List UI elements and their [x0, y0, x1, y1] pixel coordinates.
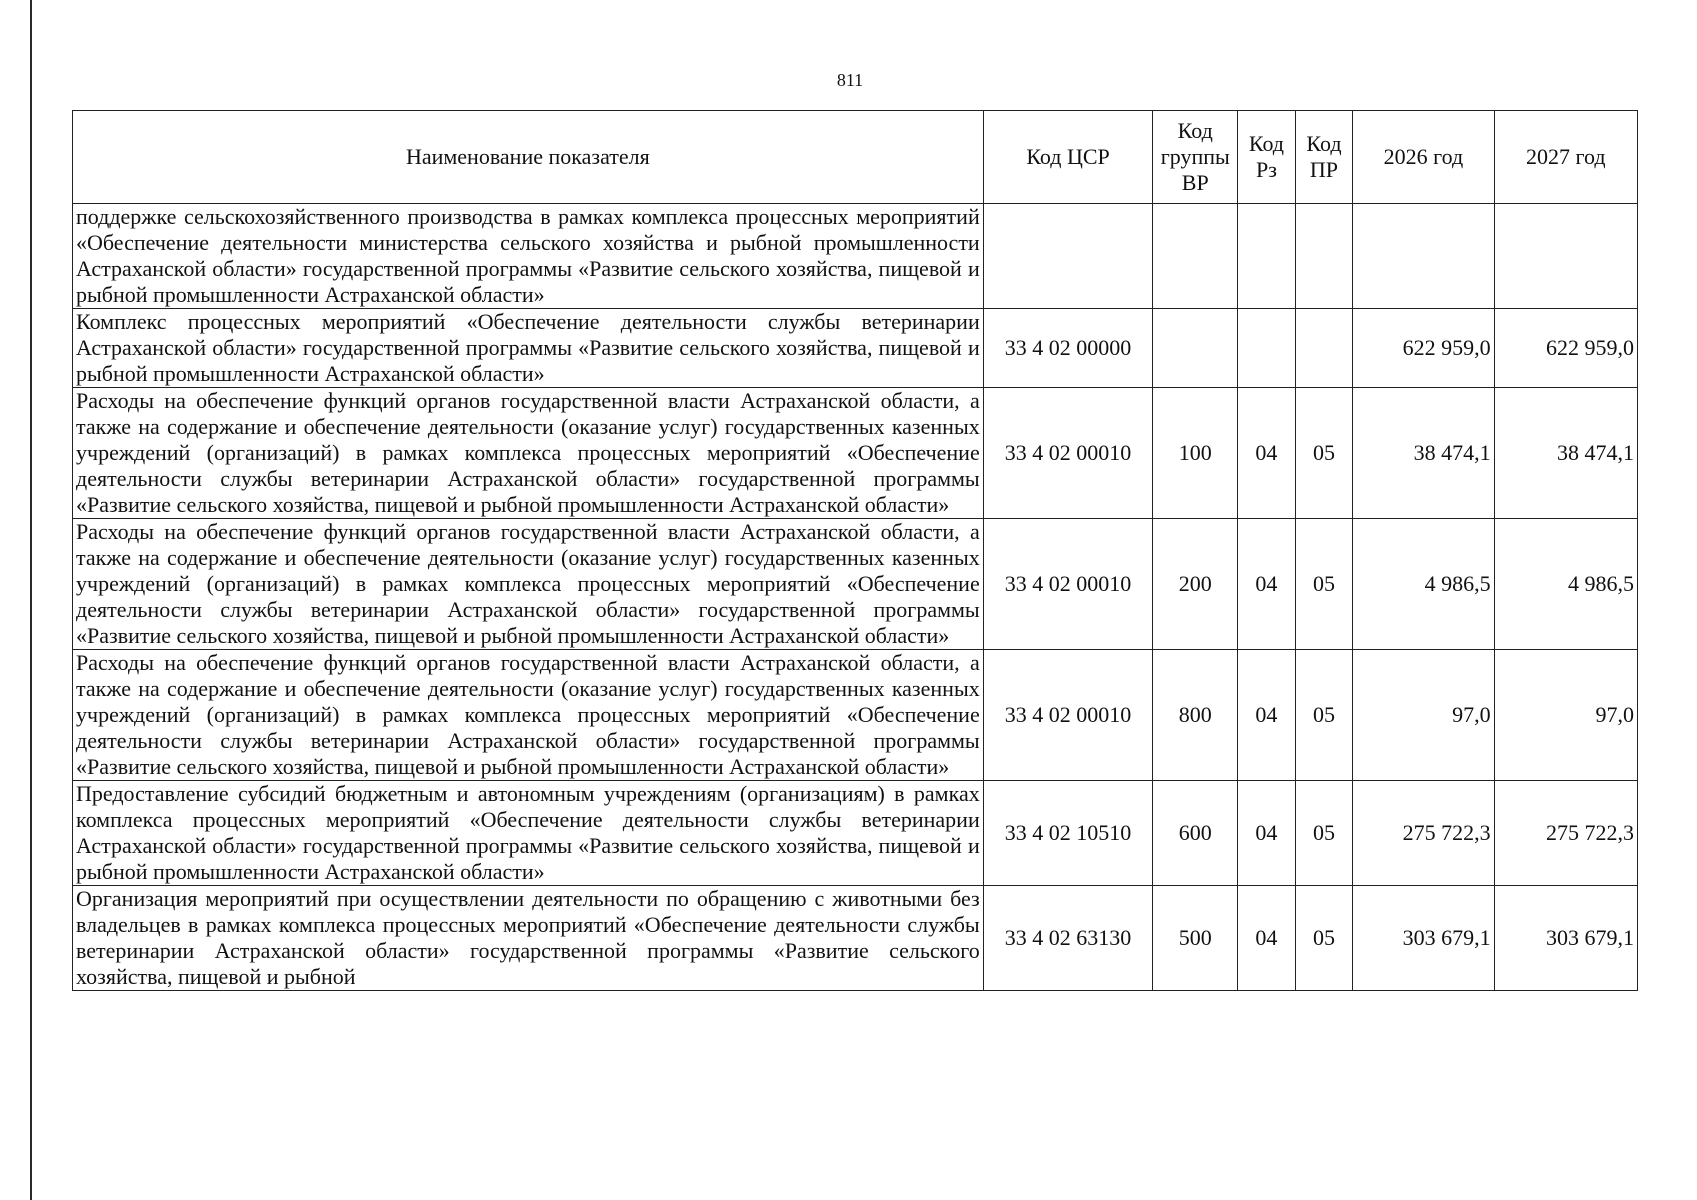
table-row	[73, 309, 1638, 388]
row-csr: 33 4 02 10510	[983, 781, 1153, 886]
row-2026: 275 722,3	[1353, 781, 1494, 886]
left-margin-line	[30, 0, 32, 1200]
row-pr	[1295, 309, 1353, 388]
row-rz	[1238, 204, 1296, 309]
row-2027: 38 474,1	[1494, 388, 1637, 519]
row-vr: 200	[1153, 519, 1238, 650]
row-2027: 275 722,3	[1494, 781, 1637, 886]
row-rz: 04	[1238, 886, 1296, 991]
row-name: Предоставление субсидий бюджетным и автономным учреждениям (организациям) в рамках комплекса процессных мероприятий «Обеспечение деятельности службы ветеринарии Астраханской области» государственной программы «Развитие сельского хозяйства, пищевой и рыбной промышленности Астраханской области»	[73, 781, 984, 886]
row-vr	[1153, 204, 1238, 309]
row-2026: 97,0	[1353, 650, 1494, 781]
budget-table	[72, 110, 1638, 991]
row-name: Комплекс процессных мероприятий «Обеспечение деятельности службы ветеринарии Астраханской области» государственной программы «Развитие сельского хозяйства, пищевой и рыбной промышленности Астраханской области»	[73, 309, 984, 388]
row-2026: 38 474,1	[1353, 388, 1494, 519]
row-rz	[1238, 309, 1296, 388]
table-row	[73, 388, 1638, 519]
page-number: 811	[836, 70, 864, 90]
row-rz: 04	[1238, 388, 1296, 519]
row-rz: 04	[1238, 650, 1296, 781]
table-row	[73, 781, 1638, 886]
row-vr	[1153, 309, 1238, 388]
row-2027: 622 959,0	[1494, 309, 1637, 388]
header-csr: Код ЦСР	[983, 111, 1153, 204]
header-rz: Код Рз	[1238, 111, 1296, 204]
row-pr: 05	[1295, 886, 1353, 991]
row-name: поддержке сельскохозяйственного производства в рамках комплекса процессных мероприятий «Обеспечение деятельности министерства сельского хозяйства и рыбной промышленности Астраханской области» государственной программы «Развитие сельского хозяйства, пищевой и рыбной промышленности Астраханской области»	[73, 204, 984, 309]
row-vr: 500	[1153, 886, 1238, 991]
row-name: Организация мероприятий при осуществлении деятельности по обращению с животными без владельцев в рамках комплекса процессных мероприятий «Обеспечение деятельности службы ветеринарии Астраханской области» государственной программы «Развитие сельского хозяйства, пищевой и рыбной	[73, 886, 984, 991]
table-row	[73, 650, 1638, 781]
row-2026	[1353, 204, 1494, 309]
row-pr: 05	[1295, 781, 1353, 886]
header-vr: Код группы ВР	[1153, 111, 1238, 204]
row-2027	[1494, 204, 1637, 309]
row-2026: 622 959,0	[1353, 309, 1494, 388]
row-csr: 33 4 02 63130	[983, 886, 1153, 991]
row-2027: 4 986,5	[1494, 519, 1637, 650]
row-rz: 04	[1238, 781, 1296, 886]
row-2026: 303 679,1	[1353, 886, 1494, 991]
table-header-row	[73, 111, 1638, 204]
header-name: Наименование показателя	[73, 111, 984, 204]
row-vr: 100	[1153, 388, 1238, 519]
row-pr: 05	[1295, 388, 1353, 519]
row-csr	[983, 204, 1153, 309]
row-name: Расходы на обеспечение функций органов государственной власти Астраханской области, а также на содержание и обеспечение деятельности (оказание услуг) государственных казенных учреждений (организаций) в рамках комплекса процессных мероприятий «Обеспечение деятельности службы ветеринарии Астраханской области» государственной программы «Развитие сельского хозяйства, пищевой и рыбной промышленности Астраханской области»	[73, 519, 984, 650]
row-pr: 05	[1295, 650, 1353, 781]
row-pr	[1295, 204, 1353, 309]
table-row	[73, 204, 1638, 309]
row-csr: 33 4 02 00010	[983, 519, 1153, 650]
row-csr: 33 4 02 00010	[983, 650, 1153, 781]
row-csr: 33 4 02 00010	[983, 388, 1153, 519]
row-csr: 33 4 02 00000	[983, 309, 1153, 388]
header-2026: 2026 год	[1353, 111, 1494, 204]
row-rz: 04	[1238, 519, 1296, 650]
table-row	[73, 519, 1638, 650]
row-vr: 600	[1153, 781, 1238, 886]
row-2027: 303 679,1	[1494, 886, 1637, 991]
row-2027: 97,0	[1494, 650, 1637, 781]
row-vr: 800	[1153, 650, 1238, 781]
row-2026: 4 986,5	[1353, 519, 1494, 650]
header-pr: Код ПР	[1295, 111, 1353, 204]
table-row	[73, 886, 1638, 991]
row-name: Расходы на обеспечение функций органов государственной власти Астраханской области, а также на содержание и обеспечение деятельности (оказание услуг) государственных казенных учреждений (организаций) в рамках комплекса процессных мероприятий «Обеспечение деятельности службы ветеринарии Астраханской области» государственной программы «Развитие сельского хозяйства, пищевой и рыбной промышленности Астраханской области»	[73, 650, 984, 781]
header-2027: 2027 год	[1494, 111, 1637, 204]
row-pr: 05	[1295, 519, 1353, 650]
row-name: Расходы на обеспечение функций органов государственной власти Астраханской области, а также на содержание и обеспечение деятельности (оказание услуг) государственных казенных учреждений (организаций) в рамках комплекса процессных мероприятий «Обеспечение деятельности службы ветеринарии Астраханской области» государственной программы «Развитие сельского хозяйства, пищевой и рыбной промышленности Астраханской области»	[73, 388, 984, 519]
